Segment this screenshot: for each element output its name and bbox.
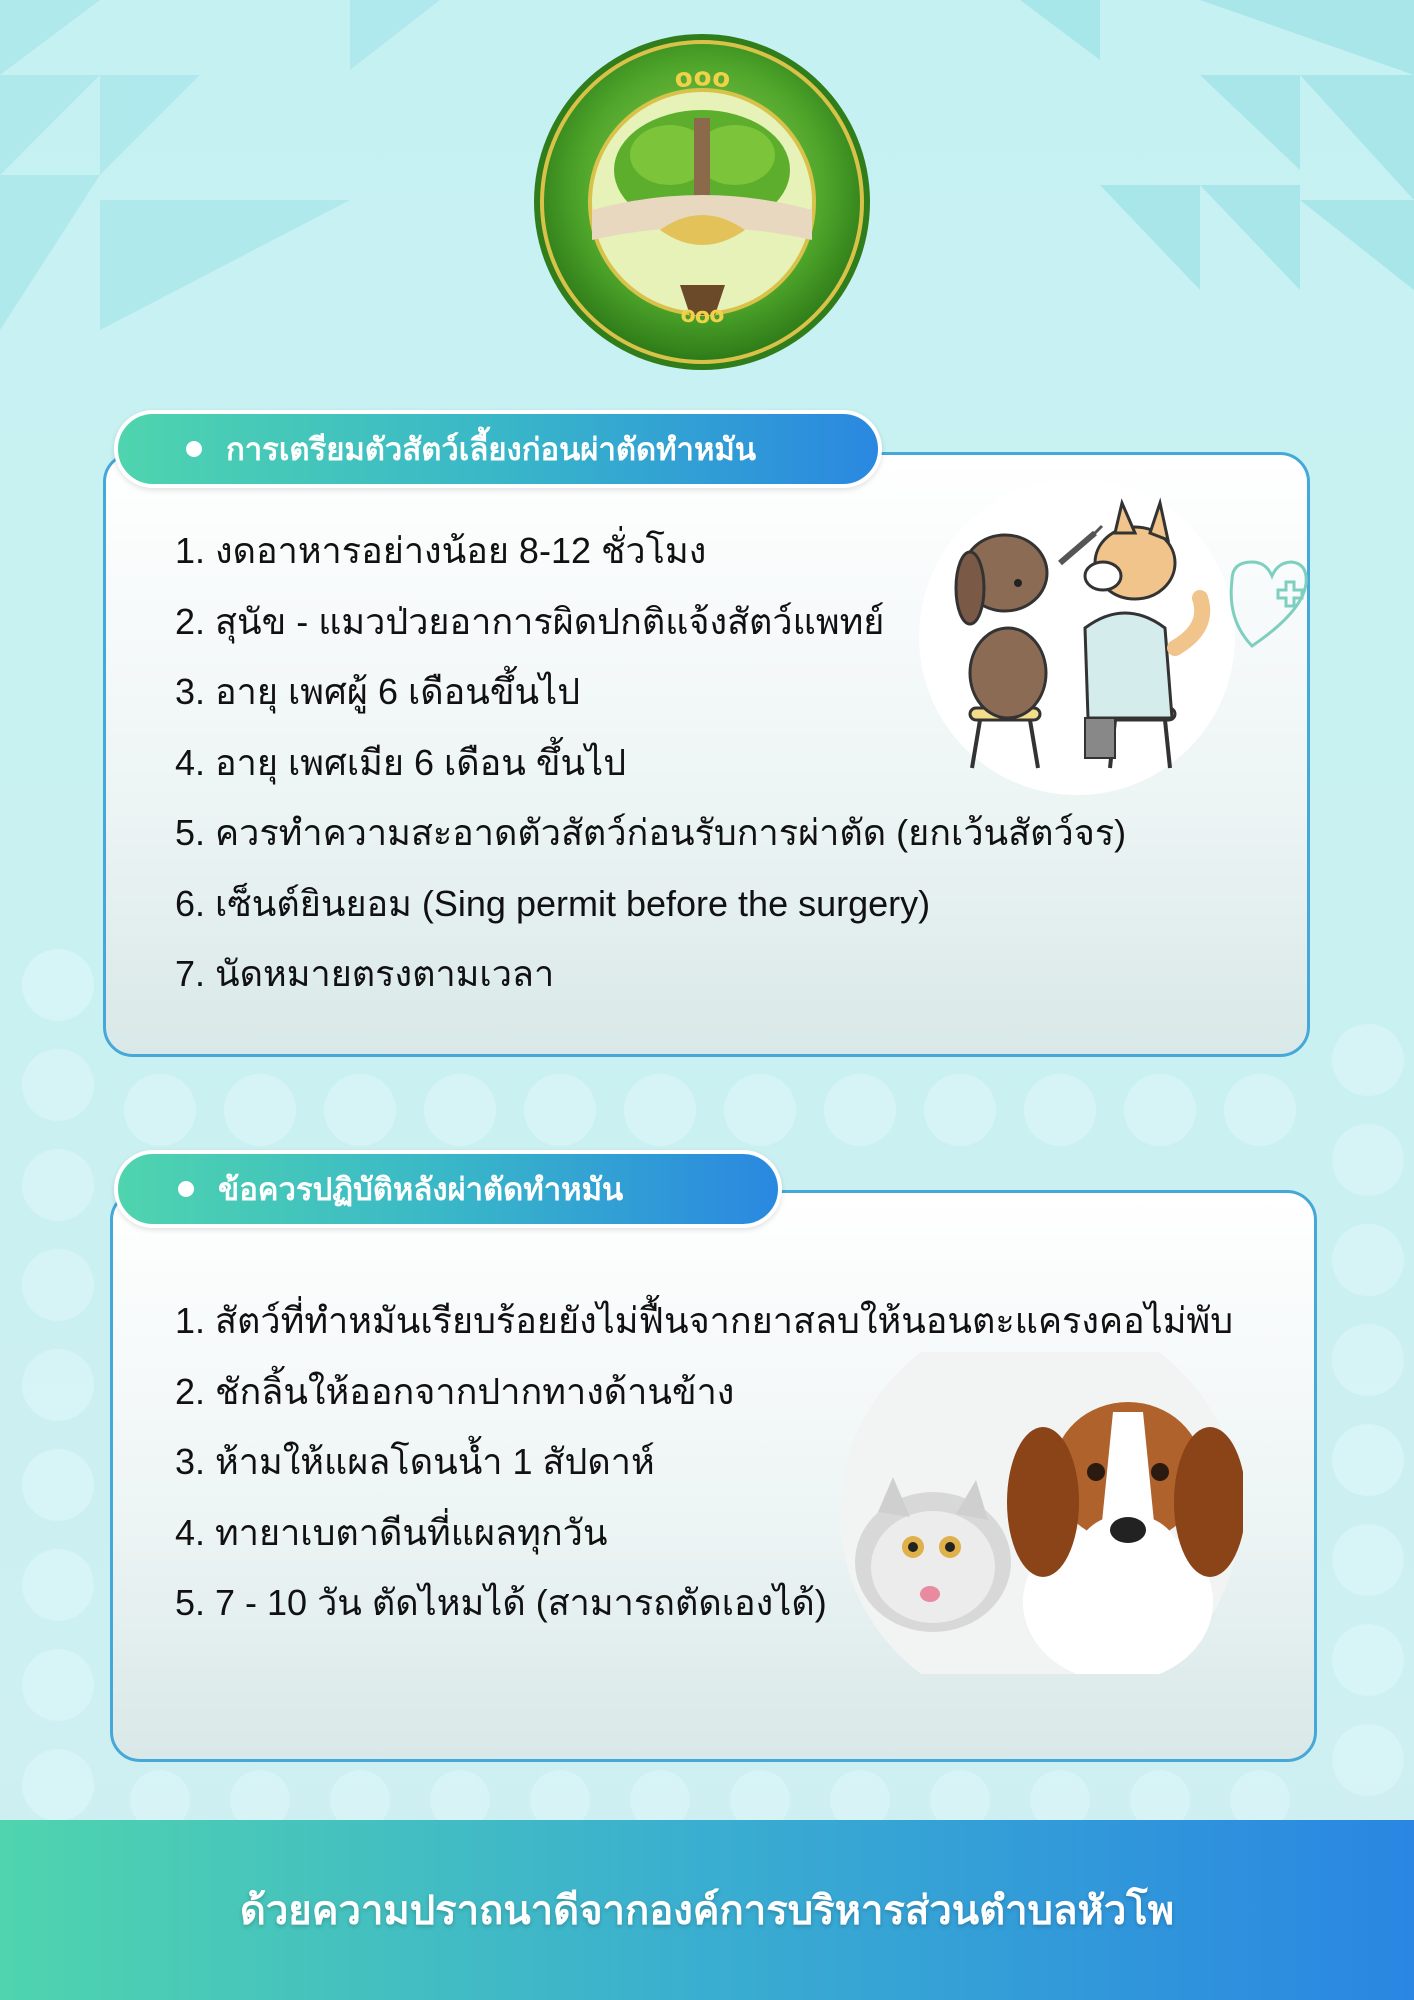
list-item: 5. ควรทำความสะอาดตัวสัตว์ก่อนรับการผ่าตัด (ยกเว้นสัตว์จร) <box>175 812 1127 853</box>
list-item: 2. สุนัข - แมวป่วยอาการผิดปกติแจ้งสัตว์แพทย์ <box>175 600 885 642</box>
subdistrict-logo <box>530 30 875 375</box>
footer-text: ด้วยความปราถนาดีจากองค์การบริหารส่วนตำบลหัวโพ <box>239 1888 1175 1934</box>
svg-text:ooo: ooo <box>679 302 726 329</box>
cat-and-beagle-photo <box>838 1352 1243 1674</box>
list-item: 7. นัดหมายตรงตามเวลา <box>175 953 555 994</box>
bullet-dot <box>186 441 202 457</box>
list-item: 6. เซ็นต์ยินยอม (Sing permit before the surgery) <box>175 882 931 924</box>
post-surgery-heading <box>114 1150 782 1228</box>
list-item: 3. อายุ เพศผู้ 6 เดือนขึ้นไป <box>175 671 581 712</box>
heart-cross-icon <box>1222 560 1310 656</box>
list-item: 4. อายุ เพศเมีย 6 เดือน ขึ้นไป <box>175 741 627 783</box>
bullet-dot <box>178 1181 194 1197</box>
svg-text:ooo: ooo <box>672 62 733 95</box>
vet-dog-illustration <box>910 478 1245 796</box>
pre-surgery-title: การเตรียมตัวสัตว์เลี้ยงก่อนผ่าตัดทำหมัน <box>226 432 757 468</box>
pre-surgery-heading <box>114 410 882 488</box>
list-item: 5. 7 - 10 วัน ตัดไหมได้ (สามารถตัดเองได้) <box>175 1582 827 1623</box>
footer-banner <box>0 1820 1414 2000</box>
post-surgery-title: ข้อควรปฏิบัติหลังผ่าตัดทำหมัน <box>218 1172 624 1208</box>
list-item: 3. ห้ามให้แผลโดนน้ำ 1 สัปดาห์ <box>175 1441 655 1482</box>
list-item: 2. ชักลิ้นให้ออกจากปากทางด้านข้าง <box>175 1370 735 1412</box>
list-item: 1. งดอาหารอย่างน้อย 8-12 ชั่วโมง <box>175 530 707 571</box>
list-item: 4. ทายาเบตาดีนที่แผลทุกวัน <box>175 1511 608 1553</box>
list-item: 1. สัตว์ที่ทำหมันเรียบร้อยยังไม่ฟื้นจากยาสลบให้นอนตะแครงคอไม่พับ <box>175 1300 1234 1341</box>
